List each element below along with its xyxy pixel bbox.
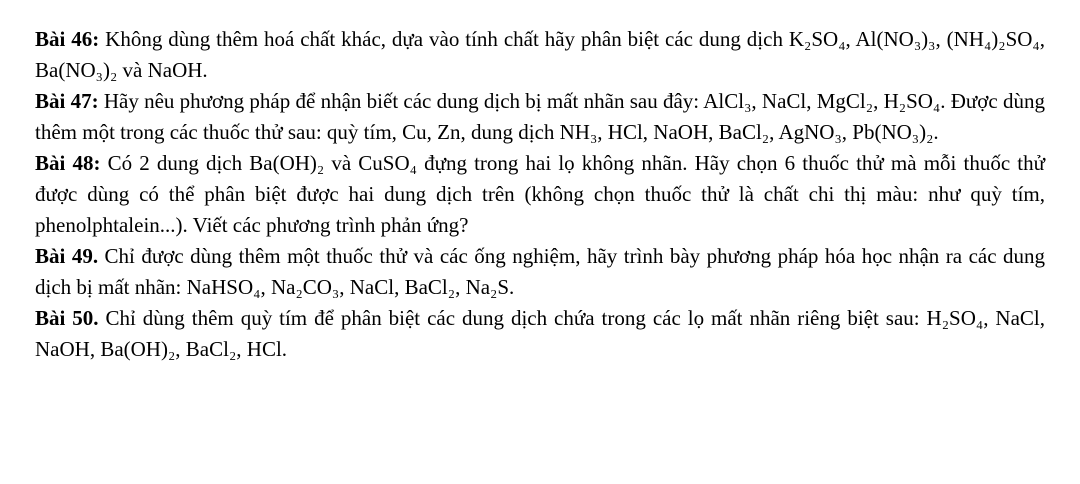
problem-49-text: Chỉ được dùng thêm một thuốc thử và các ống nghiệm, hãy trình bày phương pháp hóa học nhận ra các dung dịch bị mất nhãn: NaHSO₄, Na₂CO₃, NaCl, BaCl₂, Na₂S. <box>35 244 1046 299</box>
problem-48-label: Bài 48: <box>35 151 101 175</box>
problem-48-text: Có 2 dung dịch Ba(OH)₂ và CuSO₄ đựng trong hai lọ không nhãn. Hãy chọn 6 thuốc thử mà mỗi thuốc thử được dùng có thể phân biệt được hai dung dịch trên (không chọn thuốc thử là chất chi thị màu: như quỳ tím, phenolphtalein...). Viết các phương trình phản ứng? <box>35 151 1045 237</box>
problem-50-label: Bài 50. <box>35 306 99 330</box>
problem-46 <box>35 24 1045 86</box>
problem-50-text: Chỉ dùng thêm quỳ tím để phân biệt các dung dịch chứa trong các lọ mất nhãn riêng biệt sau: H₂SO₄, NaCl, NaOH, Ba(OH)₂, BaCl₂, HCl. <box>35 306 1045 361</box>
problem-47-label: Bài 47: <box>35 89 99 113</box>
problem-47-text: Hãy nêu phương pháp để nhận biết các dung dịch bị mất nhãn sau đây: AlCl₃, NaCl, MgCl₂, H₂SO₄. Được dùng thêm một trong các thuốc thử sau: quỳ tím, Cu, Zn, dung dịch NH₃, HCl, NaOH, BaCl₂, AgNO₃, Pb(NO₃)₂. <box>35 89 1045 144</box>
problem-46-label: Bài 46: <box>35 27 100 51</box>
problem-47 <box>35 86 1045 148</box>
problem-48 <box>35 148 1045 241</box>
problem-50 <box>35 303 1045 365</box>
problem-49 <box>35 241 1045 303</box>
problem-49-label: Bài 49. <box>35 244 99 268</box>
problem-46-text: Không dùng thêm hoá chất khác, dựa vào tính chất hãy phân biệt các dung dịch K₂SO₄, Al(NO₃)₃, (NH₄)₂SO₄, Ba(NO₃)₂ và NaOH. <box>35 27 1046 82</box>
